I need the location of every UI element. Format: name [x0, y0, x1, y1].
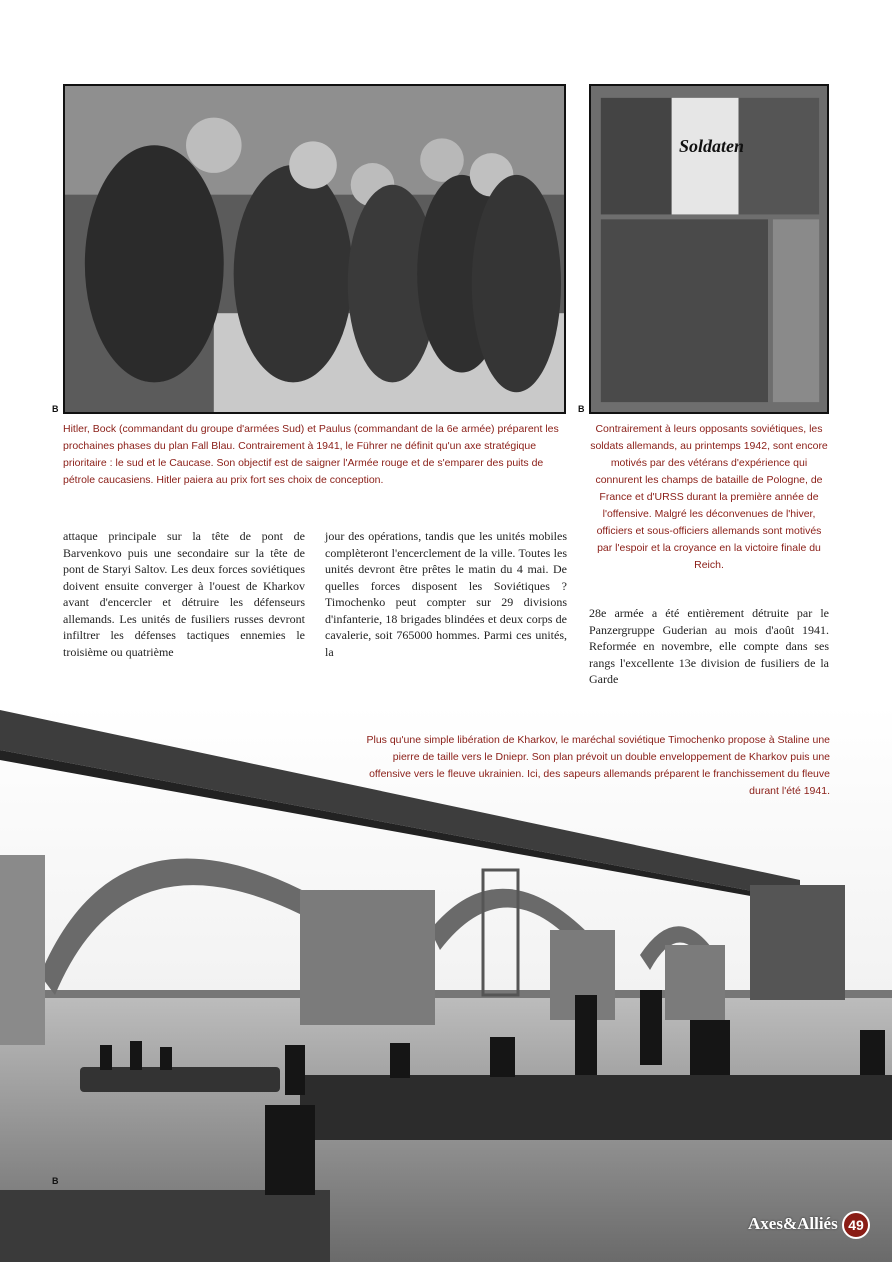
article-column-3: 28e armée a été entièrement détruite par le Panzergruppe Guderian au mois d'août 1941. Reformée en novembre, elle compte dans ses rangs l'excellente 13e division de fusiliers de la Garde — [589, 606, 829, 686]
article-column-1: attaque principale sur la tête de pont de Barvenkovo puis une secondaire sur la tête de pont de Staryi Saltov. Les deux forces soviétiques doivent ensuite converger à l'ouest de Kharkov avant d'encercler et détruire les défenseurs allemands. Les unités de fusiliers russes devront infiltrer les défenses tactiques ennemies le troisième ou quatrième — [63, 529, 305, 659]
magazine-logo: Axes&Alliés — [748, 1214, 838, 1233]
photo-officers-illustration — [65, 86, 564, 412]
caption-bridge: Plus qu'une simple libération de Kharkov, le maréchal soviétique Timochenko propose à Staline une pierre de taille vers le Dniepr. Son plan prévoit un double enveloppement de Kharkov puis une offensive vers le fleuve ukrainien. Ici, des sapeurs allemands préparent le franchissement du fleuve durant l'été 1941. — [366, 734, 830, 797]
magazine-illustration — [591, 86, 827, 412]
photo-credit-letter: B — [578, 404, 585, 414]
article-column-2: jour des opérations, tandis que les unités mobiles complèteront l'encerclement de la ville. Toutes les unités devront être prêtes le matin du 4 mai. De quelles forces disposent les Soviétiques ? Timochenko peut compter sur 29 divisions d'infanterie, 18 brigades blindées et deux corps de cavalerie, soit 765000 hommes. Parmi ces unités, la — [325, 529, 567, 659]
photo-credit-letter: B — [52, 1176, 59, 1186]
page-number: 49 — [842, 1211, 870, 1239]
photo-officers-map — [63, 84, 566, 414]
caption-soldiers: Contrairement à leurs opposants soviétiques, les soldats allemands, au printemps 1942, sont encore motivés par des vétérans d'expérience qui connurent les champs de bataille de Pologne, de France et d'URSS durant la première année de l'offensive. Malgré les déconvenues de l'hiver, officiers et sous-officiers allemands sont motivés par l'espoir et la croyance en la victoire finale du Reich. — [590, 423, 828, 571]
photo-magazine-spread — [589, 84, 829, 414]
photo-credit-letter: B — [52, 404, 59, 414]
magazine-masthead: Soldaten — [679, 136, 745, 156]
caption-officers: Hitler, Bock (commandant du groupe d'armées Sud) et Paulus (commandant de la 6e armée) préparent les prochaines phases du plan Fall Blau. Contrairement à 1941, le Führer ne définit qu'un axe stratégique prioritaire : le sud et le Caucase. Son objectif est de saigner l'Armée rouge et de s'emparer des puits de pétrole caucasiens. Hitler paiera au prix fort ses choix de conception. — [63, 423, 559, 486]
